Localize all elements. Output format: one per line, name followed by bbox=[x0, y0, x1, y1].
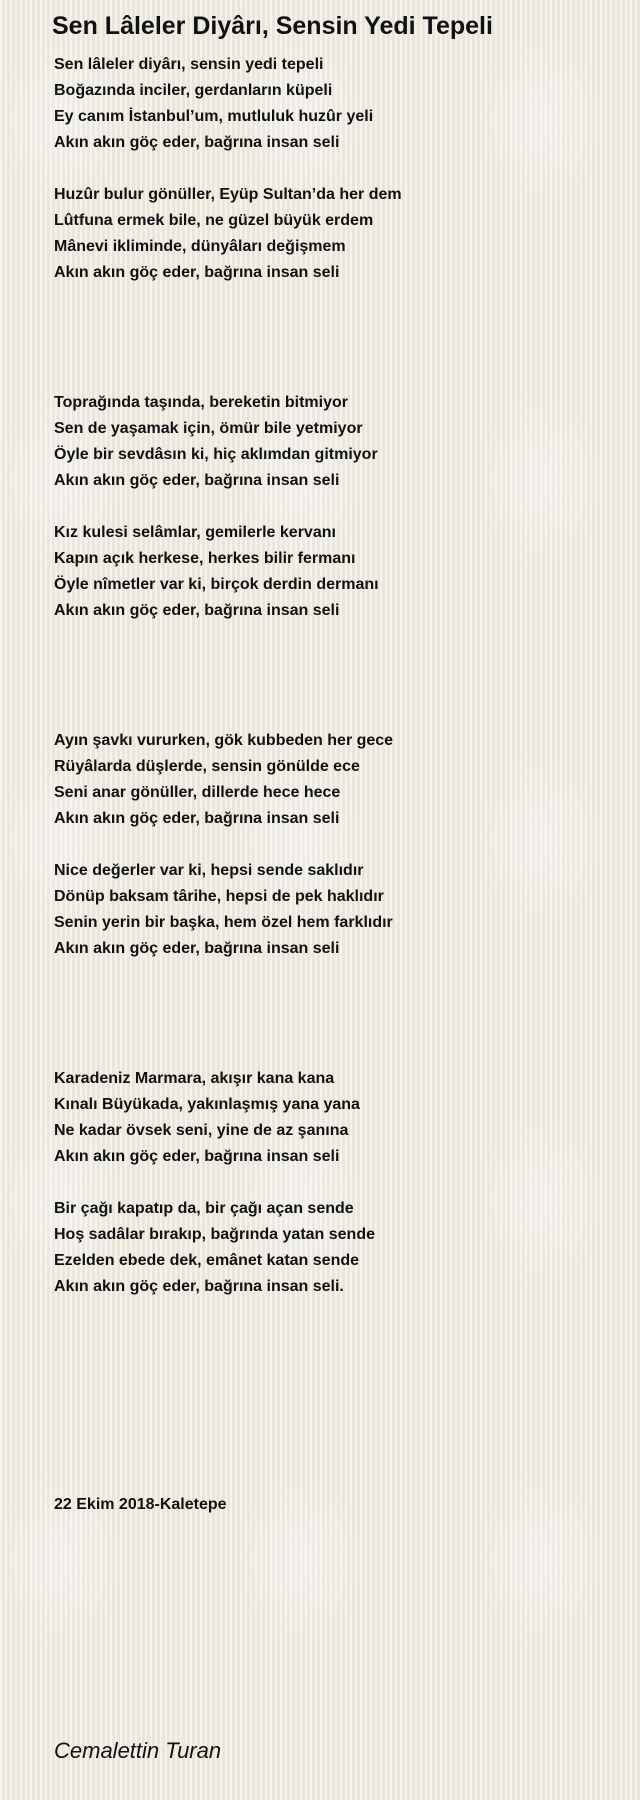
poem-line: Senin yerin bir başka, hem özel hem farklıdır bbox=[54, 914, 393, 931]
poem-body bbox=[54, 52, 614, 1326]
stanza-3 bbox=[54, 390, 614, 494]
stanza-5 bbox=[54, 728, 614, 832]
poem-line: Akın akın göç eder, bağrına insan seli bbox=[54, 134, 340, 151]
poem-line: Akın akın göç eder, bağrına insan seli. bbox=[54, 1278, 344, 1295]
poem-line: Kınalı Büyükada, yakınlaşmış yana yana bbox=[54, 1096, 360, 1113]
poem-line: Seni anar gönüller, dillerde hece hece bbox=[54, 784, 341, 801]
poem-line: Kapın açık herkese, herkes bilir fermanı bbox=[54, 550, 356, 567]
poem-line: Mânevi ikliminde, dünyâları değişmem bbox=[54, 238, 346, 255]
poem-line: Akın akın göç eder, bağrına insan seli bbox=[54, 810, 340, 827]
poem-line: Öyle bir sevdâsın ki, hiç aklımdan gitmiyor bbox=[54, 446, 378, 463]
poem-author: Cemalettin Turan bbox=[54, 1738, 222, 1763]
poem-line: Dönüp baksam târihe, hepsi de pek haklıdır bbox=[54, 888, 384, 905]
poem-line: Sen de yaşamak için, ömür bile yetmiyor bbox=[54, 420, 363, 437]
poem-line: Rüyâlarda düşlerde, sensin gönülde ece bbox=[54, 758, 360, 775]
stanza-1 bbox=[54, 52, 614, 156]
poem-line: Akın akın göç eder, bağrına insan seli bbox=[54, 264, 340, 281]
poem-line: Boğazında inciler, gerdanların küpeli bbox=[54, 82, 333, 99]
poem-line: Akın akın göç eder, bağrına insan seli bbox=[54, 940, 340, 957]
poem-line: Ayın şavkı vururken, gök kubbeden her gece bbox=[54, 732, 394, 749]
poem-line: Bir çağı kapatıp da, bir çağı açan sende bbox=[54, 1200, 354, 1217]
poem-line: Öyle nîmetler var ki, birçok derdin dermanı bbox=[54, 576, 379, 593]
poem-line: Hoş sadâlar bırakıp, bağrında yatan sende bbox=[54, 1226, 375, 1243]
poem-line: Sen lâleler diyârı, sensin yedi tepeli bbox=[54, 56, 324, 73]
poem-line: Huzûr bulur gönüller, Eyüp Sultan’da her dem bbox=[54, 186, 402, 203]
poem-line: Karadeniz Marmara, akışır kana kana bbox=[54, 1070, 335, 1087]
poem-line: Akın akın göç eder, bağrına insan seli bbox=[54, 1148, 340, 1165]
poem-line: Lûtfuna ermek bile, ne güzel büyük erdem bbox=[54, 212, 374, 229]
poem-line: Ezelden ebede dek, emânet katan sende bbox=[54, 1252, 360, 1269]
poem-line: Nice değerler var ki, hepsi sende saklıdır bbox=[54, 862, 364, 879]
poem-date: 22 Ekim 2018-Kaletepe bbox=[54, 1496, 227, 1513]
poem-line: Akın akın göç eder, bağrına insan seli bbox=[54, 602, 340, 619]
poem-line: Ne kadar övsek seni, yine de az şanına bbox=[54, 1122, 349, 1139]
stanza-7 bbox=[54, 1066, 614, 1170]
poem-line: Ey canım İstanbul’um, mutluluk huzûr yeli bbox=[54, 108, 374, 125]
stanza-4 bbox=[54, 520, 614, 624]
poem-line: Kız kulesi selâmlar, gemilerle kervanı bbox=[54, 524, 336, 541]
stanza-6 bbox=[54, 858, 614, 962]
poem-line: Akın akın göç eder, bağrına insan seli bbox=[54, 472, 340, 489]
poem-line: Toprağında taşında, bereketin bitmiyor bbox=[54, 394, 348, 411]
poem-title: Sen Lâleler Diyârı, Sensin Yedi Tepeli bbox=[52, 12, 493, 40]
stanza-8 bbox=[54, 1196, 614, 1300]
stanza-2 bbox=[54, 182, 614, 286]
